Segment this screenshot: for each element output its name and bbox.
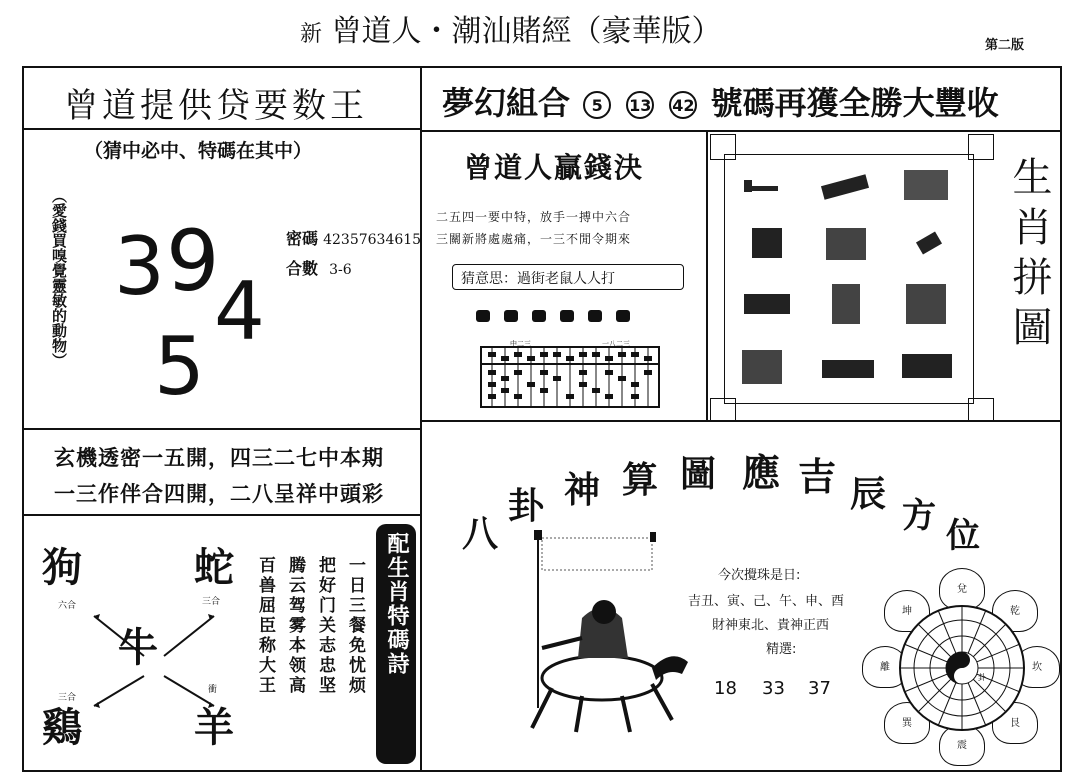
animal-ox: 牛 [118, 625, 158, 671]
abacus-label-right: 一八二三 [602, 340, 630, 348]
puzzle-corner-bl [710, 398, 736, 422]
combo-row [286, 256, 352, 279]
mystery-line-1: 玄機透密一五開，四三二七中本期 [54, 446, 384, 470]
zodiac-puzzle-panel [706, 130, 1062, 422]
tag-bl: 三合 [58, 693, 77, 703]
number-circle-3: 42 [669, 91, 697, 119]
bagua-title-char-9: 方 [902, 496, 936, 536]
title-prefix: 新 [300, 22, 323, 47]
bagua-petal-n: 兌 [939, 568, 985, 610]
number-circle-1: 5 [583, 91, 611, 119]
bagua-petal-s: 震 [939, 724, 985, 766]
bagua-title-char-10: 位 [946, 516, 980, 556]
animal-goat: 羊 [194, 705, 234, 751]
code-value: 42357634615 [323, 232, 422, 248]
puzzle-piece-6 [898, 222, 956, 266]
number-circle-2: 13 [626, 91, 654, 119]
page-header [300, 6, 722, 49]
bagua-petal-nw: 坤 [884, 590, 930, 632]
wealth-direction: 財神東北、貴神正西 [712, 618, 830, 633]
puzzle-grid [738, 164, 966, 396]
tag-br: 衝 [208, 685, 218, 695]
bagua-title-char-5: 圖 [680, 454, 717, 495]
warrior-horse-illustration [512, 528, 692, 738]
poem-col-3: 腾云驾雾本领高 [285, 556, 305, 696]
bagua-title-char-8: 辰 [850, 474, 887, 515]
mystery-line-2: 一三作伴合四開，二八呈祥中頭彩 [54, 482, 384, 506]
puzzle-piece-10 [738, 344, 796, 388]
today-label: 今次攪珠是日: [718, 568, 801, 583]
guess-text: 猜意思：過街老鼠人人打 [461, 271, 615, 287]
code-row [286, 226, 421, 249]
win-line-2: 三關新將處處痛，一三不閒令期來 [436, 232, 632, 246]
bagua-petal-e: 坎 [1014, 646, 1060, 688]
side-note: （愛錢買嗅覺靈敏的動物） [50, 188, 68, 368]
poem-title-brush [376, 524, 416, 764]
puzzle-piece-4 [738, 222, 796, 266]
lucky-branches: 吉丑、寅、己、午、申、酉 [688, 594, 845, 609]
left-banner: 曾道提供贷要数王 [64, 86, 368, 126]
glyph-digits [114, 212, 294, 420]
combo-label: 合數 [286, 259, 319, 278]
abacus [480, 346, 660, 408]
animal-dog: 狗 [42, 545, 82, 591]
puzzle-piece-8 [818, 282, 876, 326]
banner-left: 夢幻組合 [442, 84, 571, 122]
puzzle-corner-tl [710, 134, 736, 160]
puzzle-piece-1 [738, 164, 796, 208]
puzzle-title: 生肖拼圖 [1006, 156, 1052, 356]
pick-number-1: 18 [714, 678, 737, 699]
left-subtitle: （猜中必中、特碼在其中） [84, 140, 313, 162]
bagua-title-char-1: 八 [462, 514, 499, 555]
puzzle-corner-tr [968, 134, 994, 160]
digit-4: 4 [214, 265, 265, 358]
bagua-petal-ne: 乾 [992, 590, 1038, 632]
left-top-banner-box [22, 66, 422, 130]
puzzle-piece-12 [898, 344, 956, 388]
puzzle-corner-br [968, 398, 994, 422]
bagua-ring [862, 568, 1062, 768]
win-formula-panel [420, 130, 708, 422]
pick-label: 精選: [766, 642, 797, 657]
abacus-label-left: 中二三 [510, 340, 531, 348]
pick-number-2: 33 [762, 678, 785, 699]
bagua-petal-sw: 巽 [884, 702, 930, 744]
tag-tl: 六合 [58, 601, 77, 611]
bagua-panel [420, 420, 1062, 772]
combo-value: 3-6 [329, 262, 352, 278]
left-top-panel [22, 128, 422, 430]
code-label: 密碼 [286, 229, 319, 248]
left-bottom-panel [22, 514, 422, 772]
digit-3: 3 [114, 220, 165, 313]
poem-title: 配生肖特碼詩 [384, 532, 409, 676]
bagua-title-char-3: 神 [564, 470, 601, 511]
bagua-title-char-6: 應 [742, 451, 781, 495]
dream-banner-box [420, 66, 1062, 132]
bagua-title-char-4: 算 [622, 460, 659, 501]
edition-label: 第二版 [985, 38, 1025, 53]
digit-5: 5 [154, 320, 205, 413]
animal-rooster: 鷄 [42, 705, 82, 751]
bagua-title-char-2: 卦 [508, 486, 545, 527]
bagua-petal-w: 離 [862, 646, 908, 688]
mystery-box [22, 428, 422, 516]
poem-columns [254, 556, 366, 756]
puzzle-piece-7 [738, 282, 796, 326]
token-row [476, 310, 630, 322]
puzzle-piece-9 [898, 282, 956, 326]
poem-col-2: 把好门关志忠坚 [315, 556, 335, 696]
animal-snake: 蛇 [194, 545, 234, 591]
dream-banner [442, 78, 999, 124]
win-line-1: 二五四一要中特，放手一搏中六合 [436, 210, 632, 224]
poem-col-1: 一日三餐免忧烦 [345, 556, 365, 696]
bagua-title-char-7: 吉 [798, 455, 837, 499]
guess-box [452, 264, 684, 290]
bagua-wheel [862, 568, 1062, 768]
pick-number-3: 37 [808, 678, 831, 699]
win-title: 曾道人贏錢決 [464, 151, 645, 184]
tag-tr: 三合 [202, 597, 221, 607]
page-title: 曾道人・潮汕賭經（豪華版） [331, 14, 722, 49]
bagua-petal-se: 艮 [992, 702, 1038, 744]
poem-col-4: 百兽屈臣称大王 [255, 556, 275, 696]
bagua-center-label: 卦 [978, 673, 986, 682]
digit-9: 9 [166, 212, 220, 310]
puzzle-piece-5 [818, 222, 876, 266]
banner-right: 號碼再獲全勝大豐收 [710, 84, 999, 122]
puzzle-piece-3 [898, 164, 956, 208]
puzzle-piece-2 [818, 164, 876, 208]
puzzle-piece-11 [818, 344, 876, 388]
